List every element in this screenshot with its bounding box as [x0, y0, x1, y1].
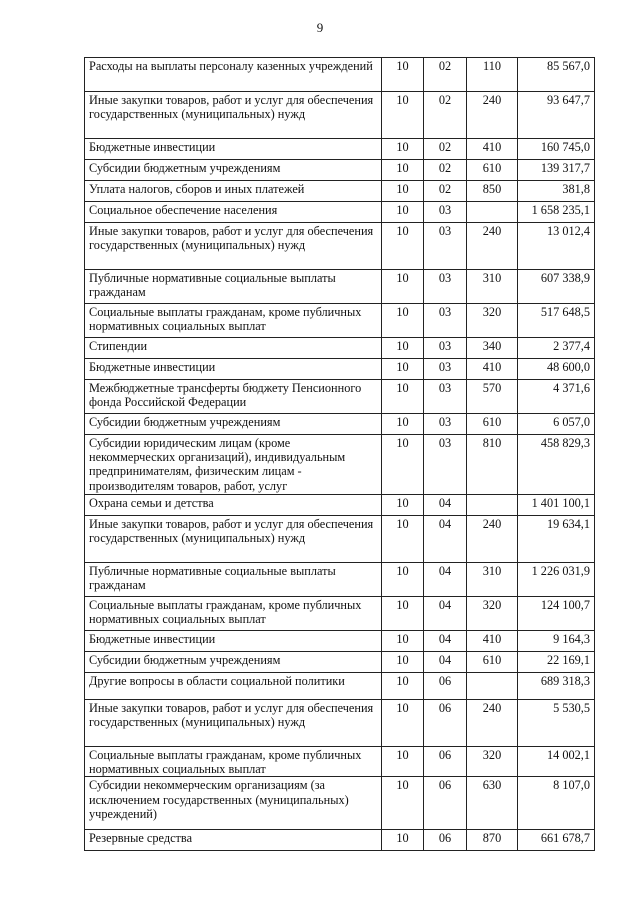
table-row	[85, 160, 595, 181]
expense-type-code: 410	[467, 139, 518, 160]
subsection-code: 02	[424, 58, 467, 92]
amount: 19 634,1	[518, 516, 595, 563]
expense-type-code: 310	[467, 563, 518, 597]
amount: 13 012,4	[518, 223, 595, 270]
amount: 381,8	[518, 181, 595, 202]
subsection-code: 03	[424, 435, 467, 495]
amount: 9 164,3	[518, 631, 595, 652]
amount: 6 057,0	[518, 414, 595, 435]
line-item-name: Социальные выплаты гражданам, кроме публичных нормативных социальных выплат	[85, 597, 382, 631]
table-row	[85, 202, 595, 223]
line-item-name: Иные закупки товаров, работ и услуг для обеспечения государственных (муниципальных) нужд	[85, 92, 382, 139]
section-code: 10	[382, 304, 424, 338]
table-row	[85, 597, 595, 631]
table-row	[85, 631, 595, 652]
amount: 5 530,5	[518, 700, 595, 747]
expense-type-code: 240	[467, 700, 518, 747]
expense-type-code: 870	[467, 830, 518, 851]
expense-type-code: 240	[467, 223, 518, 270]
section-code: 10	[382, 652, 424, 673]
table-row	[85, 414, 595, 435]
budget-table	[84, 57, 595, 851]
expense-type-code: 630	[467, 777, 518, 830]
line-item-name: Социальные выплаты гражданам, кроме публичных нормативных социальных выплат	[85, 304, 382, 338]
table-row	[85, 380, 595, 414]
line-item-name: Субсидии бюджетным учреждениям	[85, 160, 382, 181]
subsection-code: 06	[424, 777, 467, 830]
section-code: 10	[382, 139, 424, 160]
section-code: 10	[382, 181, 424, 202]
expense-type-code: 410	[467, 359, 518, 380]
section-code: 10	[382, 631, 424, 652]
amount: 93 647,7	[518, 92, 595, 139]
line-item-name: Публичные нормативные социальные выплаты гражданам	[85, 563, 382, 597]
subsection-code: 04	[424, 652, 467, 673]
amount: 48 600,0	[518, 359, 595, 380]
subsection-code: 04	[424, 563, 467, 597]
table-row	[85, 673, 595, 700]
subsection-code: 03	[424, 202, 467, 223]
subsection-code: 03	[424, 359, 467, 380]
table-row	[85, 777, 595, 830]
subsection-code: 04	[424, 597, 467, 631]
expense-type-code: 320	[467, 304, 518, 338]
line-item-name: Уплата налогов, сборов и иных платежей	[85, 181, 382, 202]
subsection-code: 04	[424, 631, 467, 652]
line-item-name: Иные закупки товаров, работ и услуг для обеспечения государственных (муниципальных) нужд	[85, 516, 382, 563]
table-row	[85, 223, 595, 270]
section-code: 10	[382, 747, 424, 777]
line-item-name: Социальные выплаты гражданам, кроме публичных нормативных социальных выплат	[85, 747, 382, 777]
table-row	[85, 359, 595, 380]
section-code: 10	[382, 414, 424, 435]
line-item-name: Другие вопросы в области социальной политики	[85, 673, 382, 700]
amount: 458 829,3	[518, 435, 595, 495]
subsection-code: 06	[424, 700, 467, 747]
section-code: 10	[382, 673, 424, 700]
section-code: 10	[382, 223, 424, 270]
subsection-code: 03	[424, 223, 467, 270]
table-row	[85, 563, 595, 597]
subsection-code: 04	[424, 495, 467, 516]
expense-type-code: 610	[467, 414, 518, 435]
line-item-name: Стипендии	[85, 338, 382, 359]
table-row	[85, 139, 595, 160]
expense-type-code: 240	[467, 92, 518, 139]
expense-type-code: 410	[467, 631, 518, 652]
amount: 14 002,1	[518, 747, 595, 777]
table-row	[85, 338, 595, 359]
amount: 22 169,1	[518, 652, 595, 673]
table-row	[85, 435, 595, 495]
page-number: 9	[316, 20, 324, 35]
table-row	[85, 181, 595, 202]
expense-type-code: 340	[467, 338, 518, 359]
subsection-code: 06	[424, 747, 467, 777]
line-item-name: Межбюджетные трансферты бюджету Пенсионного фонда Российской Федерации	[85, 380, 382, 414]
line-item-name: Охрана семьи и детства	[85, 495, 382, 516]
section-code: 10	[382, 435, 424, 495]
table-row	[85, 304, 595, 338]
table-row	[85, 270, 595, 304]
table-row	[85, 58, 595, 92]
table-row	[85, 516, 595, 563]
table-row	[85, 747, 595, 777]
expense-type-code: 850	[467, 181, 518, 202]
section-code: 10	[382, 160, 424, 181]
expense-type-code: 320	[467, 747, 518, 777]
line-item-name: Иные закупки товаров, работ и услуг для обеспечения государственных (муниципальных) нужд	[85, 700, 382, 747]
section-code: 10	[382, 338, 424, 359]
subsection-code: 03	[424, 338, 467, 359]
budget-table-body	[85, 58, 595, 851]
expense-type-code: 810	[467, 435, 518, 495]
expense-type-code: 570	[467, 380, 518, 414]
line-item-name: Субсидии юридическим лицам (кроме некоммерческих организаций), индивидуальным предпринимателям, физическим лицам - производителям товаров, работ, услуг	[85, 435, 382, 495]
expense-type-code: 320	[467, 597, 518, 631]
line-item-name: Субсидии бюджетным учреждениям	[85, 414, 382, 435]
amount: 85 567,0	[518, 58, 595, 92]
expense-type-code: 610	[467, 652, 518, 673]
amount: 8 107,0	[518, 777, 595, 830]
subsection-code: 03	[424, 380, 467, 414]
section-code: 10	[382, 495, 424, 516]
line-item-name: Субсидии некоммерческим организациям (за исключением государственных (муниципальных) учреждений)	[85, 777, 382, 830]
line-item-name: Бюджетные инвестиции	[85, 359, 382, 380]
line-item-name: Расходы на выплаты персоналу казенных учреждений	[85, 58, 382, 92]
line-item-name: Бюджетные инвестиции	[85, 139, 382, 160]
expense-type-code	[467, 495, 518, 516]
amount: 4 371,6	[518, 380, 595, 414]
table-row	[85, 700, 595, 747]
table-row	[85, 495, 595, 516]
amount: 517 648,5	[518, 304, 595, 338]
subsection-code: 02	[424, 139, 467, 160]
section-code: 10	[382, 359, 424, 380]
subsection-code: 03	[424, 414, 467, 435]
amount: 160 745,0	[518, 139, 595, 160]
amount: 607 338,9	[518, 270, 595, 304]
subsection-code: 03	[424, 304, 467, 338]
expense-type-code: 610	[467, 160, 518, 181]
section-code: 10	[382, 777, 424, 830]
section-code: 10	[382, 270, 424, 304]
section-code: 10	[382, 597, 424, 631]
line-item-name: Иные закупки товаров, работ и услуг для обеспечения государственных (муниципальных) нужд	[85, 223, 382, 270]
amount: 661 678,7	[518, 830, 595, 851]
subsection-code: 06	[424, 673, 467, 700]
amount: 2 377,4	[518, 338, 595, 359]
section-code: 10	[382, 58, 424, 92]
subsection-code: 02	[424, 181, 467, 202]
expense-type-code: 240	[467, 516, 518, 563]
section-code: 10	[382, 380, 424, 414]
table-row	[85, 652, 595, 673]
section-code: 10	[382, 830, 424, 851]
table-row	[85, 92, 595, 139]
subsection-code: 02	[424, 92, 467, 139]
line-item-name: Бюджетные инвестиции	[85, 631, 382, 652]
amount: 1 658 235,1	[518, 202, 595, 223]
section-code: 10	[382, 516, 424, 563]
line-item-name: Социальное обеспечение населения	[85, 202, 382, 223]
amount: 689 318,3	[518, 673, 595, 700]
subsection-code: 03	[424, 270, 467, 304]
line-item-name: Субсидии бюджетным учреждениям	[85, 652, 382, 673]
section-code: 10	[382, 202, 424, 223]
section-code: 10	[382, 92, 424, 139]
amount: 124 100,7	[518, 597, 595, 631]
section-code: 10	[382, 700, 424, 747]
amount: 139 317,7	[518, 160, 595, 181]
expense-type-code	[467, 202, 518, 223]
amount: 1 226 031,9	[518, 563, 595, 597]
section-code: 10	[382, 563, 424, 597]
subsection-code: 06	[424, 830, 467, 851]
amount: 1 401 100,1	[518, 495, 595, 516]
subsection-code: 02	[424, 160, 467, 181]
expense-type-code: 310	[467, 270, 518, 304]
expense-type-code	[467, 673, 518, 700]
subsection-code: 04	[424, 516, 467, 563]
table-row	[85, 830, 595, 851]
line-item-name: Публичные нормативные социальные выплаты гражданам	[85, 270, 382, 304]
line-item-name: Резервные средства	[85, 830, 382, 851]
expense-type-code: 110	[467, 58, 518, 92]
